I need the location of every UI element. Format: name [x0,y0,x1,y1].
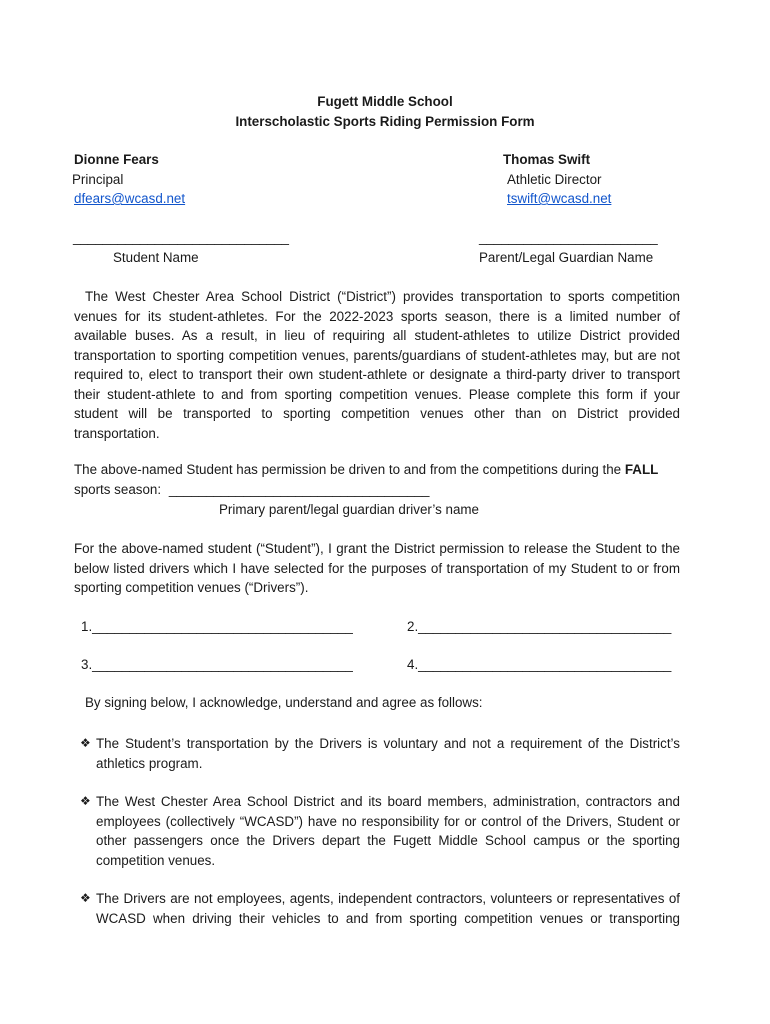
primary-driver-line[interactable]: ___________________________________ [168,482,430,497]
driver-line-2[interactable]: 2.__________________________________ [407,619,672,634]
student-name-line[interactable]: _____________________________ [73,230,289,245]
driver-line-1[interactable]: 1.___________________________________ [81,619,353,634]
principal-title: Principal [72,172,124,187]
primary-driver-caption: Primary parent/legal guardian driver’s name [219,502,480,517]
driver-line-4[interactable]: 4.__________________________________ [407,657,672,672]
form-title: Interscholastic Sports Riding Permission Form [235,114,535,129]
diamond-bullet-icon: ❖ [80,891,91,905]
acknowledge-intro: By signing below, I acknowledge, understand and agree as follows: [85,695,483,710]
sports-season-label: sports season: [74,482,162,497]
parent-name-line[interactable]: ________________________ [479,230,658,245]
diamond-bullet-icon: ❖ [80,736,91,750]
bullet-text: The Drivers are not employees, agents, independent contractors, volunteers or representatives of WCASD when driving their vehicles to and from sporting competition venues or transporting [96,891,680,926]
bullet-text: The Student’s transportation by the Drivers is voluntary and not a requirement of the District’s athletics program. [96,736,680,771]
permission-line2 [74,482,429,497]
school-name: Fugett Middle School [317,94,453,109]
diamond-bullet-icon: ❖ [80,794,91,808]
bullet-item [80,734,680,773]
principal-name: Dionne Fears [74,152,159,167]
permission-statement [74,462,658,477]
season-name: FALL [624,462,659,477]
driver-line-3[interactable]: 3.___________________________________ [81,657,353,672]
student-name-label: Student Name [113,250,199,265]
bullet-item [80,889,680,928]
bullet-item [80,792,680,870]
parent-name-label: Parent/Legal Guardian Name [479,250,654,265]
athletic-director-title: Athletic Director [507,172,602,187]
intro-paragraph: The West Chester Area School District (“District”) provides transportation to sports competition venues for its student-athletes. For the 2022-2023 sports season, there is a limited number of available buses. As a result, in lieu of requiring all student-athletes to utilize District provided transportation to sporting competition venues, parents/guardians of student-athletes may, but are not required to, elect to transport their own student-athlete or designate a third-party driver to transport their student-athlete to and from sporting competition venues. Please complete this form if your student will be transported to sporting competition venues other than on District provided transportation. [74,289,680,441]
release-paragraph: For the above-named student (“Student”), I grant the District permission to release the Student to the below listed drivers which I have selected for the purposes of transportation of my Student to or from sporting competition venues (“Drivers”). [74,541,680,595]
athletic-director-name: Thomas Swift [503,152,591,167]
bullet-text: The West Chester Area School District and its board members, administration, contractors and employees (collectively “WCASD”) have no responsibility for or control of the Drivers, Student or other passengers once the Drivers depart the Fugett Middle School campus or the sporting competition venues. [96,794,680,868]
permission-text: The above-named Student has permission be driven to and from the competitions during the [74,462,625,477]
athletic-director-email-link[interactable]: tswift@wcasd.net [507,191,612,206]
principal-email-link[interactable]: dfears@wcasd.net [74,191,186,206]
